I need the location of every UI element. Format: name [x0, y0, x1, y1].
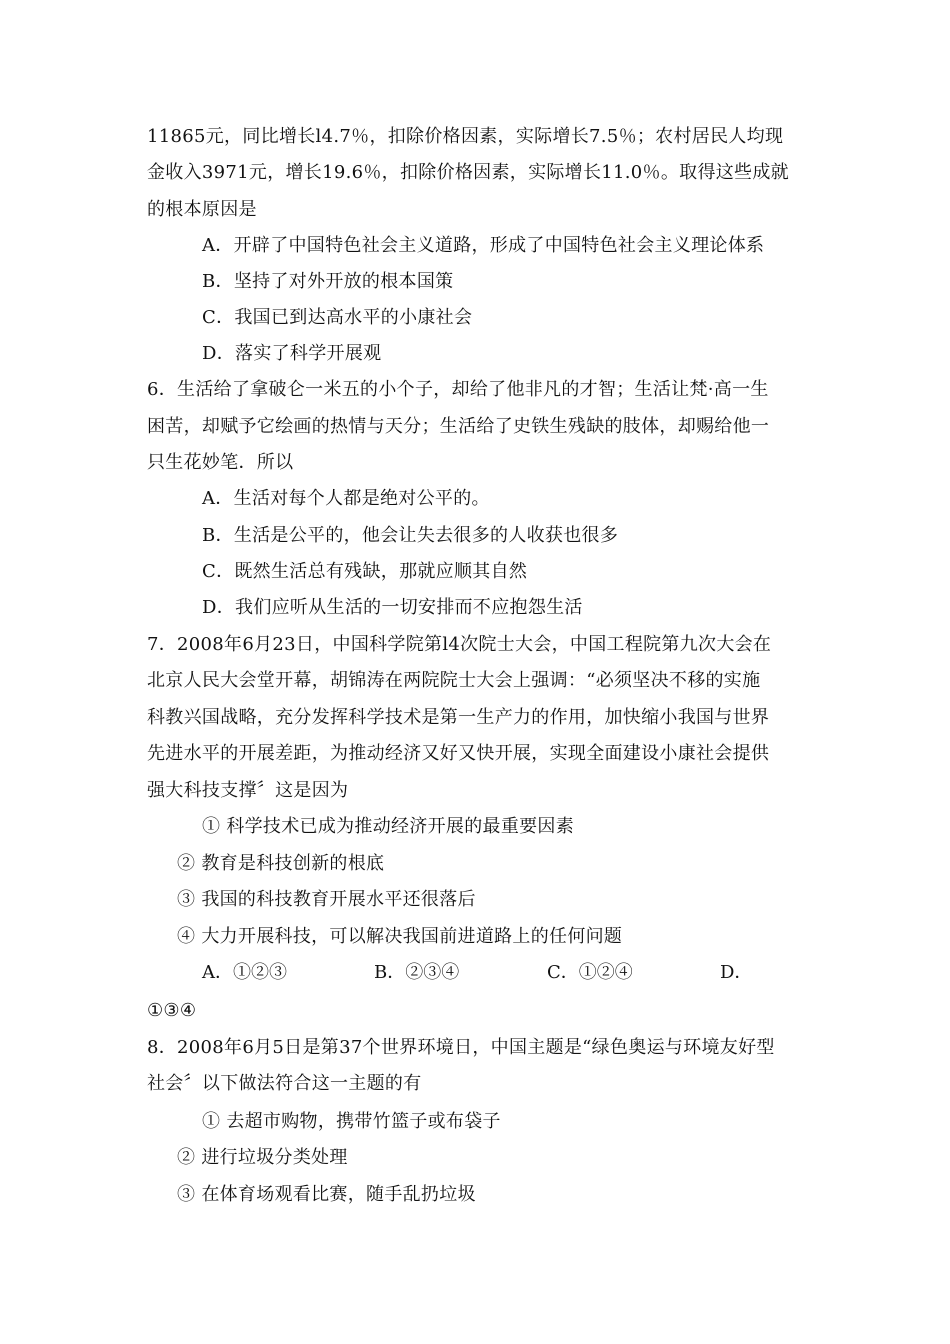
q7-line-2: 北京人民大会堂开幕，胡锦涛在两院院士大会上强调：“必须坚决不移的实施 — [147, 670, 761, 691]
q8-item-1: ① 去超市购物，携带竹篮子或布袋子 — [202, 1111, 501, 1132]
q7-line-3: 科教兴国战略，充分发挥科学技术是第一生产力的作用，加快缩小我国与世界 — [147, 707, 770, 728]
q7-choice-b: B．②③④ — [374, 962, 460, 983]
q6-option-a: A．生活对每个人都是绝对公平的。 — [202, 488, 490, 509]
q7-choice-d: D． — [720, 962, 753, 983]
q5-option-b: B．坚持了对外开放的根本国策 — [202, 271, 454, 292]
q7-item-2: ② 教育是科技创新的根底 — [177, 853, 385, 874]
q7-line-4: 先进水平的开展差距，为推动经济又好又快开展，实现全面建设小康社会提供 — [147, 743, 770, 764]
q7-item-1: ① 科学技术已成为推动经济开展的最重要因素 — [202, 816, 575, 837]
q7-choice-c: C．①②④ — [547, 962, 633, 983]
q7-item-4: ④ 大力开展科技，可以解决我国前进道路上的任何问题 — [177, 926, 623, 947]
q7-choice-a: A．①②③ — [202, 962, 287, 983]
q5-option-d: D．落实了科学开展观 — [202, 343, 382, 364]
q8-line-1: 8．2008年6月5日是第37个世界环境日，中国主题是“绿色奥运与环境友好型 — [147, 1037, 775, 1058]
q6-line-2: 困苦，却赋予它绘画的热情与天分；生活给了史铁生残缺的肢体，却赐给他一 — [147, 416, 770, 437]
q6-option-c: C．既然生活总有残缺，那就应顺其自然 — [202, 561, 528, 582]
q6-option-b: B．生活是公平的，他会让失去很多的人收获也很多 — [202, 525, 619, 546]
q8-line-2: 社会〞以下做法符合这一主题的有 — [147, 1073, 422, 1094]
q5-option-a: A．开辟了中国特色社会主义道路，形成了中国特色社会主义理论体系 — [202, 235, 765, 256]
q5-line-3: 的根本原因是 — [147, 199, 257, 220]
q7-choice-d-wrap: ①③④ — [147, 1000, 197, 1021]
q6-line-3: 只生花妙笔．所以 — [147, 452, 294, 473]
q5-line-1: 11865元，同比增长l4.7％，扣除价格因素，实际增长7.5％；农村居民人均现 — [147, 126, 784, 147]
q5-option-c: C．我国已到达高水平的小康社会 — [202, 307, 473, 328]
q7-item-3: ③ 我国的科技教育开展水平还很落后 — [177, 889, 476, 910]
q7-line-5: 强大科技支撑〞这是因为 — [147, 780, 349, 801]
q8-item-3: ③ 在体育场观看比赛，随手乱扔垃圾 — [177, 1184, 476, 1205]
q7-line-1: 7．2008年6月23日，中国科学院第l4次院士大会，中国工程院第九次大会在 — [147, 634, 772, 655]
q5-line-2: 金收入3971元，增长19.6％，扣除价格因素，实际增长11.0％。取得这些成就 — [147, 162, 789, 183]
q6-option-d: D．我们应听从生活的一切安排而不应抱怨生活 — [202, 597, 583, 618]
q8-item-2: ② 进行垃圾分类处理 — [177, 1147, 348, 1168]
q6-line-1: 6．生活给了拿破仑一米五的小个子，却给了他非凡的才智；生活让梵·高一生 — [147, 379, 769, 400]
